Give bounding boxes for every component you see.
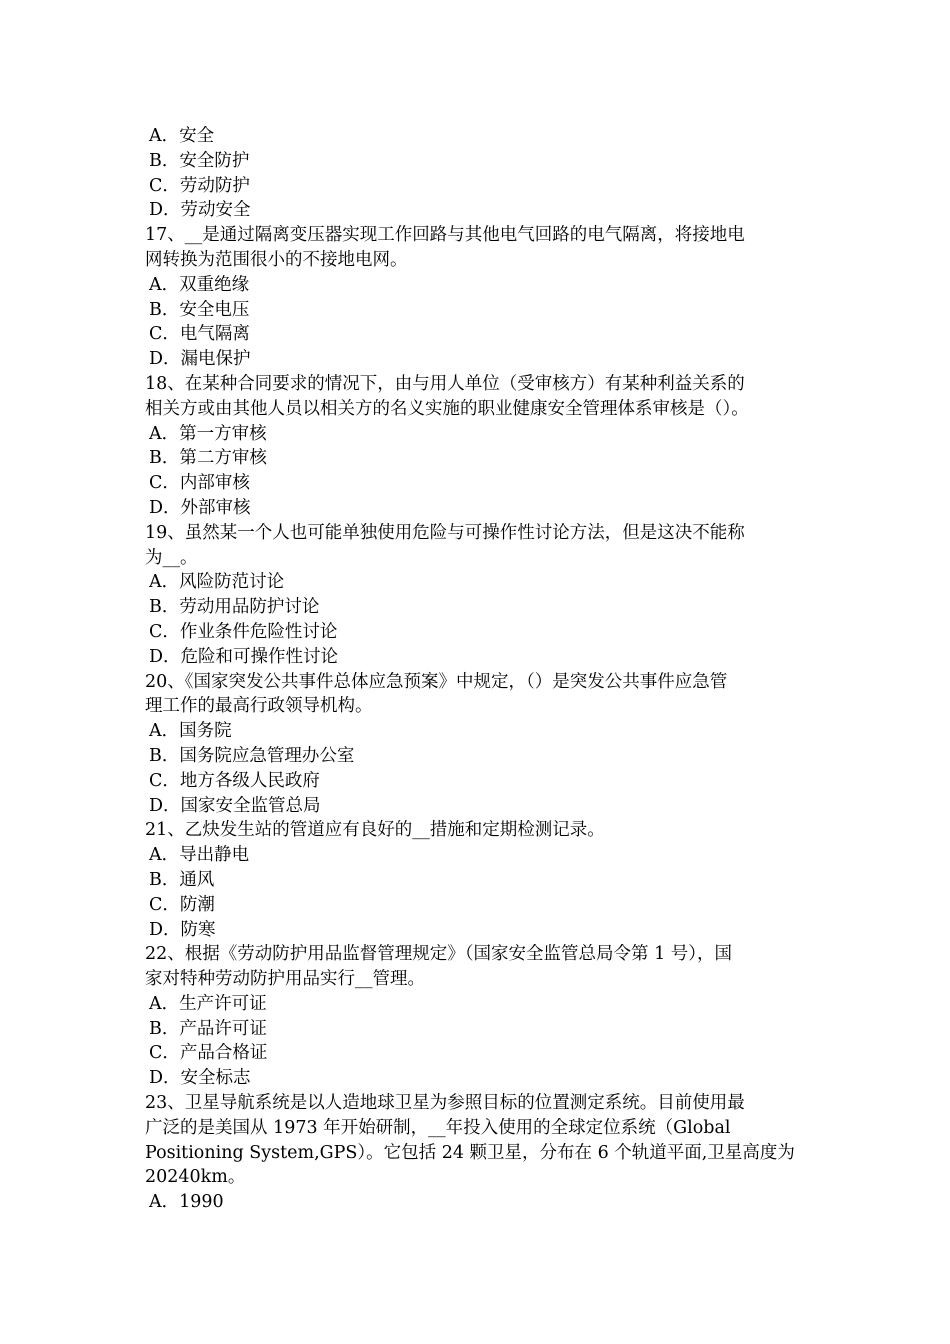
answer-option: C．防潮 xyxy=(149,894,215,915)
answer-option: A．第一方审核 xyxy=(149,423,267,444)
answer-option: D．劳动安全 xyxy=(149,200,251,221)
question-text: 22、根据《劳动防护用品监督管理规定》（国家安全监管总局令第 1 号），国 xyxy=(145,944,733,965)
question-text: 23、卫星导航系统是以人造地球卫星为参照目标的位置测定系统。目前使用最 xyxy=(145,1093,745,1114)
answer-option: C．劳动防护 xyxy=(149,175,250,196)
answer-option: A．安全 xyxy=(149,126,215,146)
question-text: 相关方或由其他人员以相关方的名义实施的职业健康安全管理体系审核是（）。 xyxy=(145,398,749,419)
answer-option: B．劳动用品防护讨论 xyxy=(149,597,320,618)
question-text: Positioning System,GPS）。它包括 24 颗卫星，分布在 6 个轨道平面,卫星高度为 xyxy=(145,1142,795,1163)
answer-option: C．地方各级人民政府 xyxy=(149,770,320,791)
answer-option: B．国务院应急管理办公室 xyxy=(149,745,355,766)
answer-option: A．导出静电 xyxy=(149,845,250,866)
answer-option: C．产品合格证 xyxy=(149,1043,268,1064)
answer-option: A．风险防范讨论 xyxy=(149,572,285,593)
question-text: 19、虽然某一个人也可能单独使用危险与可操作性讨论方法，但是这决不能称 xyxy=(145,522,745,543)
answer-option: B．产品许可证 xyxy=(149,1018,267,1039)
answer-option: D．国家安全监管总局 xyxy=(149,795,321,816)
answer-option: A．双重绝缘 xyxy=(149,274,250,295)
question-text: 18、在某种合同要求的情况下，由与用人单位（受审核方）有某种利益关系的 xyxy=(145,373,745,394)
answer-option: D．外部审核 xyxy=(149,497,251,518)
answer-option: B．安全电压 xyxy=(149,299,250,320)
answer-option: A．国务院 xyxy=(149,721,232,742)
question-text: 家对特种劳动防护用品实行__管理。 xyxy=(145,969,425,990)
answer-option: D．危险和可操作性讨论 xyxy=(149,646,339,667)
answer-option: B．通风 xyxy=(149,869,215,890)
answer-option: D．防寒 xyxy=(149,919,216,940)
question-text: 21、乙炔发生站的管道应有良好的__措施和定期检测记录。 xyxy=(145,820,605,841)
answer-option: B．安全防护 xyxy=(149,150,250,171)
question-text: 20240km。 xyxy=(145,1167,246,1188)
question-text: 20、《国家突发公共事件总体应急预案》中规定，（）是突发公共事件应急管 xyxy=(145,671,728,692)
question-text: 为__。 xyxy=(145,547,198,568)
question-text: 网转换为范围很小的不接地电网。 xyxy=(145,249,408,270)
document-page xyxy=(145,124,810,1215)
answer-option: A．生产许可证 xyxy=(149,993,267,1014)
answer-option: C．内部审核 xyxy=(149,473,250,494)
answer-option: B．第二方审核 xyxy=(149,448,267,469)
question-text: 17、__是通过隔离变压器实现工作回路与其他电气回路的电气隔离，将接地电 xyxy=(145,225,745,246)
answer-option: D．漏电保护 xyxy=(149,349,251,370)
answer-option: C．电气隔离 xyxy=(149,324,250,345)
answer-option: A．1990 xyxy=(149,1192,224,1213)
answer-option: D．安全标志 xyxy=(149,1068,251,1089)
question-text: 广泛的是美国从 1973 年开始研制，__年投入使用的全球定位系统（Global xyxy=(145,1117,731,1138)
question-text: 理工作的最高行政领导机构。 xyxy=(145,696,373,717)
answer-option: C．作业条件危险性讨论 xyxy=(149,621,338,642)
